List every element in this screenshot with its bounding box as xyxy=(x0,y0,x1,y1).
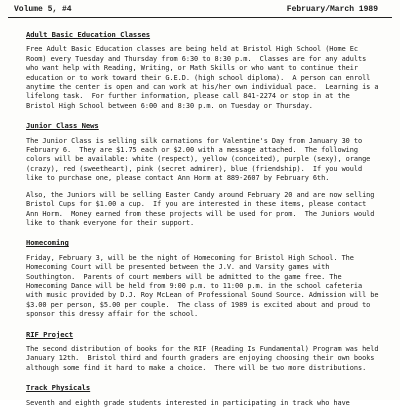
section-heading-adult-education: Adult Basic Education Classes xyxy=(26,30,151,39)
adult-education-paragraph: Free Adult Basic Education classes are being held at Bristol High School (Home Ec Room) every Tuesday and Thursday from 6:30 to 8:30 p.m. Classes are for any adults who want help with Reading, Writing, or Math Skills or who want to continue their education or to work toward their G.E.D. (high school diploma). A person can enroll anytime the center is open and can work at his/her own individual pace. Learning is a lifelong task. For further information, please call 841-2274 or stop in at the Bristol High School between 6:00 and 8:30 p.m. on Tuesday or Thursday. xyxy=(26,45,383,110)
junior-class-paragraph-1: The Junior Class is selling silk carnations for Valentine's Day from January 30 to February 6. They are $1.75 each or $2.00 with a message attached. The following colors will be available: white (respect), yellow (conceited), purple (sexy), orange (crazy), red (sweetheart), pink (secret admirer), blue (friendship). If you would like to purchase one, please contact Ann Horm at 889-2607 by February 6th. xyxy=(26,136,375,183)
junior-class-paragraph-2: Also, the Juniors will be selling Easter Candy around February 20 and are now selling Bristol Cups for $1.00 a cup. If you are interested in these items, please contact Ann Horm. Money earned from these projects will be used for prom. The Juniors would like to thank everyone for their support. xyxy=(26,190,379,227)
rif-project-paragraph: The second distribution of books for the RIF (Reading Is Fundamental) Program was held January 12th. Bristol third and fourth graders are enjoying choosing their own books although some find it hard to make a choice. There will be two more distributions. xyxy=(26,344,383,372)
homecoming-paragraph: Friday, February 3, will be the night of Homecoming for Bristol High School. The Homecoming Court will be presented between the J.V. and Varsity games with Southington. Parents of court members will be admitted to the game free. The Homecoming Dance will be held from 9:00 p.m. to 11:00 p.m. in the school cafeteria with music provided by D.J. Roy McLean of Professional Sound Source. Admission will be $3.00 per person, $5.00 per couple. The class of 1989 is excited about and proud to sponsor this dressy affair for the school. xyxy=(26,253,383,319)
volume-label: Volume 5, #4 xyxy=(14,5,72,14)
section-heading-junior-class: Junior Class News xyxy=(26,121,99,131)
track-physicals-paragraph: Seventh and eighth grade students interested in participating in track who have xyxy=(26,398,350,407)
header-rule xyxy=(8,17,392,18)
section-heading-rif-project: RIF Project xyxy=(26,329,74,339)
section-heading-homecoming: Homecoming xyxy=(26,238,69,248)
issue-date: February/March 1989 xyxy=(286,5,378,14)
newsletter-body xyxy=(26,22,382,415)
section-heading-track-physicals: Track Physicals xyxy=(26,383,91,393)
